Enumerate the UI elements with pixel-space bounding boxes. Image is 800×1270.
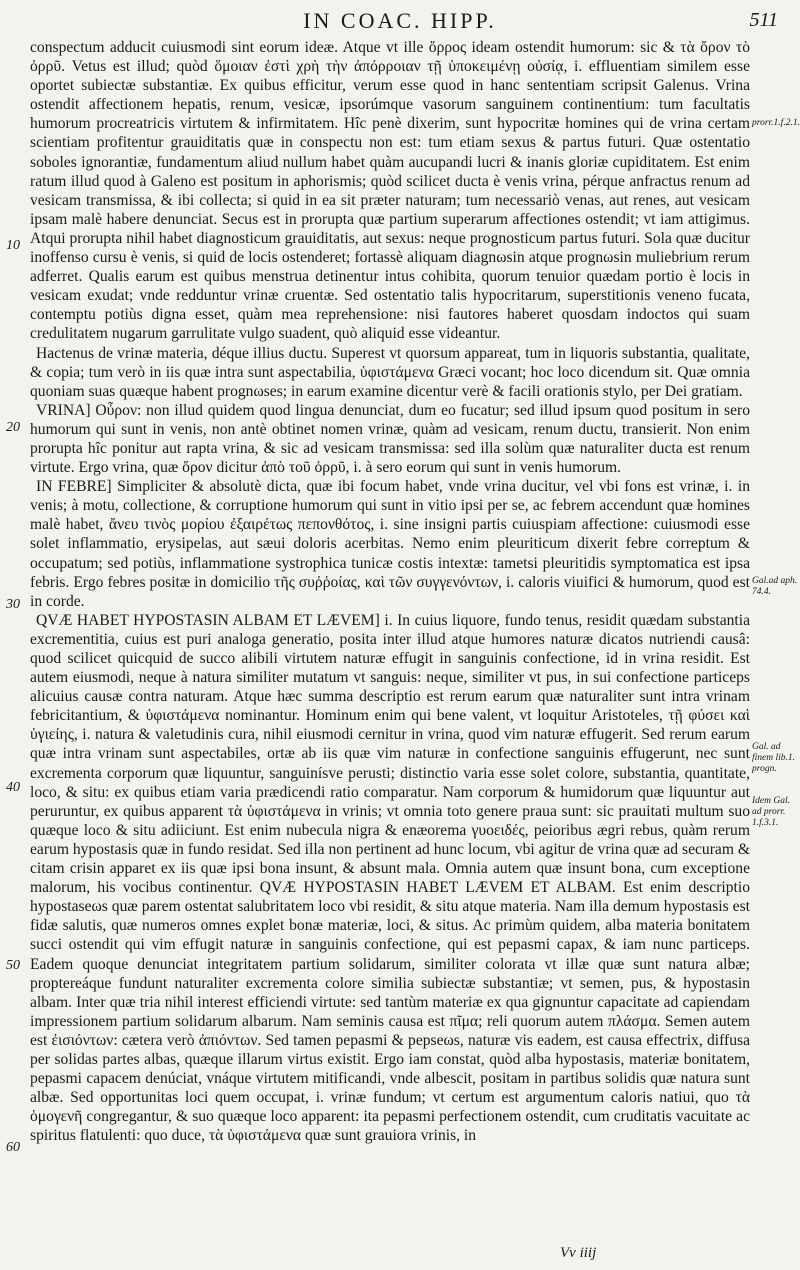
- line-number: 50: [6, 958, 20, 973]
- line-number: 30: [6, 597, 20, 612]
- paragraph: conspectum adducit cuiusmodi sint eorum ideæ. Atque vt ille ὄρρος ideam ostendit humorum: sic & τὰ ὄρον τὸ ὀρρῦ. Vetus est illud; quòd ὅμοιαν ἐστὶ χρὴ τὴν ἀπόρροιαν τῇ ὑποκειμένῃ οὐσίᾳ, i. effluentiam similem esse oportet subiectæ substantiæ. Ex quibus efficitur, verum esse quod in hanc sententiam scripsit Galenus. Vrina ostendit affectionem hepatis, renum, vesicæ, ipsorúmque vasorum sanguinem continentium: tum facultatis humorum procreatricis virtutem & infirmitatem. Hîc penè dixerim, sunt hypocritæ homines qui de vrina certam scientiam profitentur grauiditatis quæ in conspectu non est: tum etiam sexus & partus futuri. Quæ ostentatio soboles ignorantiæ, fundamentum aliud nullum habet quàm aucupandi lucri & inanis gloriæ cupiditatem. Est enim ratum illud quod à Galeno est positum in aphorismis; quòd scilicet ducta è venis vrina, pérque anfractus renum ad vesicam transmissa, & ibi collecta; si quid in ea sit præter naturam; tum necessariò venas, aut renes, aut vesicam ipsam malè habere denunciat. Secus est in prorupta quæ partium superarum affectiones ostendit; vt iam attigimus. Atqui prorupta nihil habet diagnosticum grauiditatis, aut sexus: neque prognosticum partus futuri. Sola quæ ducitur inoffenso cursu è venis, si quid de locis ostenderet; fortassè aliquam diagnωsin atque prognωsin muliebrium rerum adferret. Qualis earum est quibus menstrua detinentur intus cohibita, quorum tenuior quædam portio è locis in vesicam exudat; vnde redduntur vrinæ cruentæ. Sed ostentatio talis hypocritarum, superstitionis veneno fucata, contemptu potiùs digna esset, quàm mea reprehensione: nisi fautores haberet quosdam indoctos qui suam credulitatem nugarum garrulitate vulgo suadent, quò aliquid esse videantur.: [30, 39, 750, 343]
- page-header: [0, 6, 800, 36]
- paragraph: VRINA] Οὖρον: non illud quidem quod lingua denunciat, dum eo fucatur; sed illud ipsum quod positum in sero humorum qui sunt in venis, non antè obtinet nomen vrinæ, quàm ad vesicam, renum ductu, transierit. Non enim prorupta hîc ponitur aut rapta vrina, & sic ad vesicam transmissa: sed illa solùm quæ naturaliter ducta est renum virtute. Ergo vrina, quæ ὄρον dicitur ἀπὸ τοῦ ὀρρῦ, i. à sero eorum qui sunt in venis humorum.: [30, 401, 750, 477]
- line-number: 60: [6, 1140, 20, 1155]
- running-title: IN COAC. HIPP.: [303, 8, 497, 33]
- margin-note: Gal. ad finem lib.1. progn.: [752, 742, 796, 774]
- line-number: 10: [6, 238, 20, 253]
- signature-mark: Vv iiij: [560, 1245, 597, 1261]
- body-text: [30, 38, 750, 1145]
- paragraph: Hactenus de vrinæ materia, déque illius ductu. Superest vt quorsum appareat, tum in liquoris substantia, qualitate, & copia; tum verò in iis quæ intra sunt aspectabilia, ὑφιστάμενα Græci vocant; hoc loco dicendum sit. Quæ omnia quoniam suas quæque habent prognωses; in earum examine dicentur verè & facili orationis stylo, per Dei gratiam.: [30, 344, 750, 400]
- margin-note: Gal.ad aph. 74.4.: [752, 576, 798, 597]
- margin-note: Idem Gal. ad prorr. 1.f.3.1.: [752, 796, 790, 828]
- line-number: 40: [6, 780, 20, 795]
- paragraph: QVÆ HABET HYPOSTASIN ALBAM ET LÆVEM] i. In cuius liquore, fundo tenus, residit quædam substantia excrementitia, cuius est puri analoga generatio, posita inter illud atque humores naturæ dicatos nutriendi causâ: quod scilicet quicquid de succo alibili virtutem naturæ effugit in sanguinis confectione, id in vrina residit. Est autem eiusmodi, neque à natura similiter mutatum vt sanguis: neque, similiter vt pus, in sui confectione particeps alicuius causæ contra naturam. Atque hæc summa descriptio est rerum earum quæ naturaliter sunt intra vrinam febricitantium, & ὑφιστάμενα nominantur. Hominum enim qui bene valent, vt loquitur Aristoteles, τῇ φύσει καὶ ὑγιείης, i. natura & valetudinis cura, nihil eiusmodi cernitur in vrina, quod vim naturæ effugerit. Sed rerum earum quæ intra vrinam sunt aspectabiles, ortæ ab iis quæ vim naturæ in confectione sanguinis effugerunt, nec sunt excrementa corporum quæ liquuntur, sanguinísve perusti; distinctio varia esse solet colore, substantia, quantitate, loco, & situ: ex quibus etiam varia prædicendi ratio comparatur. Nam corporum & humidorum quæ liquuntur aut peruruntur, ex quibus apparent τὰ ὑφιστάμενα in vrinis; vt omnia toto genere praua sunt: sic prauitati multum suo quæque loco & situ adiiciunt. Est enim nubecula nigra & enæorema γυοειδές, peioribus ægri rebus, quàm rerum earum hypostasis quæ in fundo residat. Sed illa non pertinent ad hunc locum, vbi agitur de vrina quæ ad securam & citam crisin apparet ex iis quæ ipsi bona insunt, & absunt mala. Omnia autem quæ insunt bona, cum exceptione malorum, his vocibus continentur. QVÆ HYPOSTASIN HABET LÆVEM ET ALBAM. Est enim descriptio hypostaseωs quæ parem ostentat salubritatem loco vbi residit, & situ atque materia. Nam illa demum hypostasis est fidæ salutis, quæ numeros omnes explet bonæ materiæ, loci, & situs. Ac primùm quidem, alba materia bonitatem succi ostendit qui vim effugit naturæ in sanguinis confectione, qui est pepasmi capax, & iam nunc particeps. Eadem quoque denunciat integritatem partium solidarum, similiter colorata vt illæ quæ sunt natura albæ; proptereáque fundunt naturaliter excrementa colore similia subiectæ substantiæ; vt semen, pus, & hypostasin albam. Inter quæ tria nihil interest efficiendi virtute: sed tantùm materiæ ex qua gignuntur capacitate ad capiendam impressionem partium solidarum albarum. Nam seminis causa est πῖμα; reli quorum autem πλάσμα. Semen autem est ἐισιόντων: cætera verò ἀπιόντων. Sed tamen pepasmi & pepseωs, naturæ vis eadem, est causa effectrix, diffusa per solidas partes albas, quæque illarum virtus existit. Ergo iam constat, quòd alba hypostasis, materiæ bonitatem, pepasmi capacem denúciat, vnáque virtutem mitificandi, vnde albescit, positam in partibus solidis quæ natura sunt albæ. Sed opportunitas loci quem occupat, i. vrinæ fundum; vt certum est argumentum caloris natiui, quo τὰ ὁμογενῆ congregantur, & suo quæque loco apparent: ita pepasmi perfectionem ostendit, cum cruditatis vacuitate ac spiritus flatulenti: quo duce, τὰ ὑφιστάμενα quæ sunt grauiora vrinis, in: [30, 611, 750, 1145]
- margin-note: prorr.1.f.2.1.: [752, 118, 800, 128]
- line-number: 20: [6, 420, 20, 435]
- paragraph: IN FEBRE] Simpliciter & absolutè dicta, quæ ibi focum habet, vnde vrina ducitur, vel vbi fons est vrinæ, i. in venis; à motu, collectione, & corruptione humorum qui sunt in vitio ipsi per se, ac febrem accendunt quæ homines malè habet, ἄνευ τινὸς μορίου ἐξαιρέτως πεπονθότος, i. sine insigni partis cuiuspiam affectione: cuiusmodi esse solet inflammatio, erysipelas, aut sæui doloris acerbitas. Nemo enim pleuriticum dixerit febre correptum & occupatum; sed potiùs, inflammatione systrophica tunicæ costis intextæ: tametsi pleuritidis symptomatica est ipsa febris. Ergo febres positæ in domicilio τῆς συῤῥοίας, καὶ τῶν συγγενόντων, i. caloris viuifici & humorum, quod est in corde.: [30, 478, 750, 610]
- page-number: 511: [749, 9, 778, 31]
